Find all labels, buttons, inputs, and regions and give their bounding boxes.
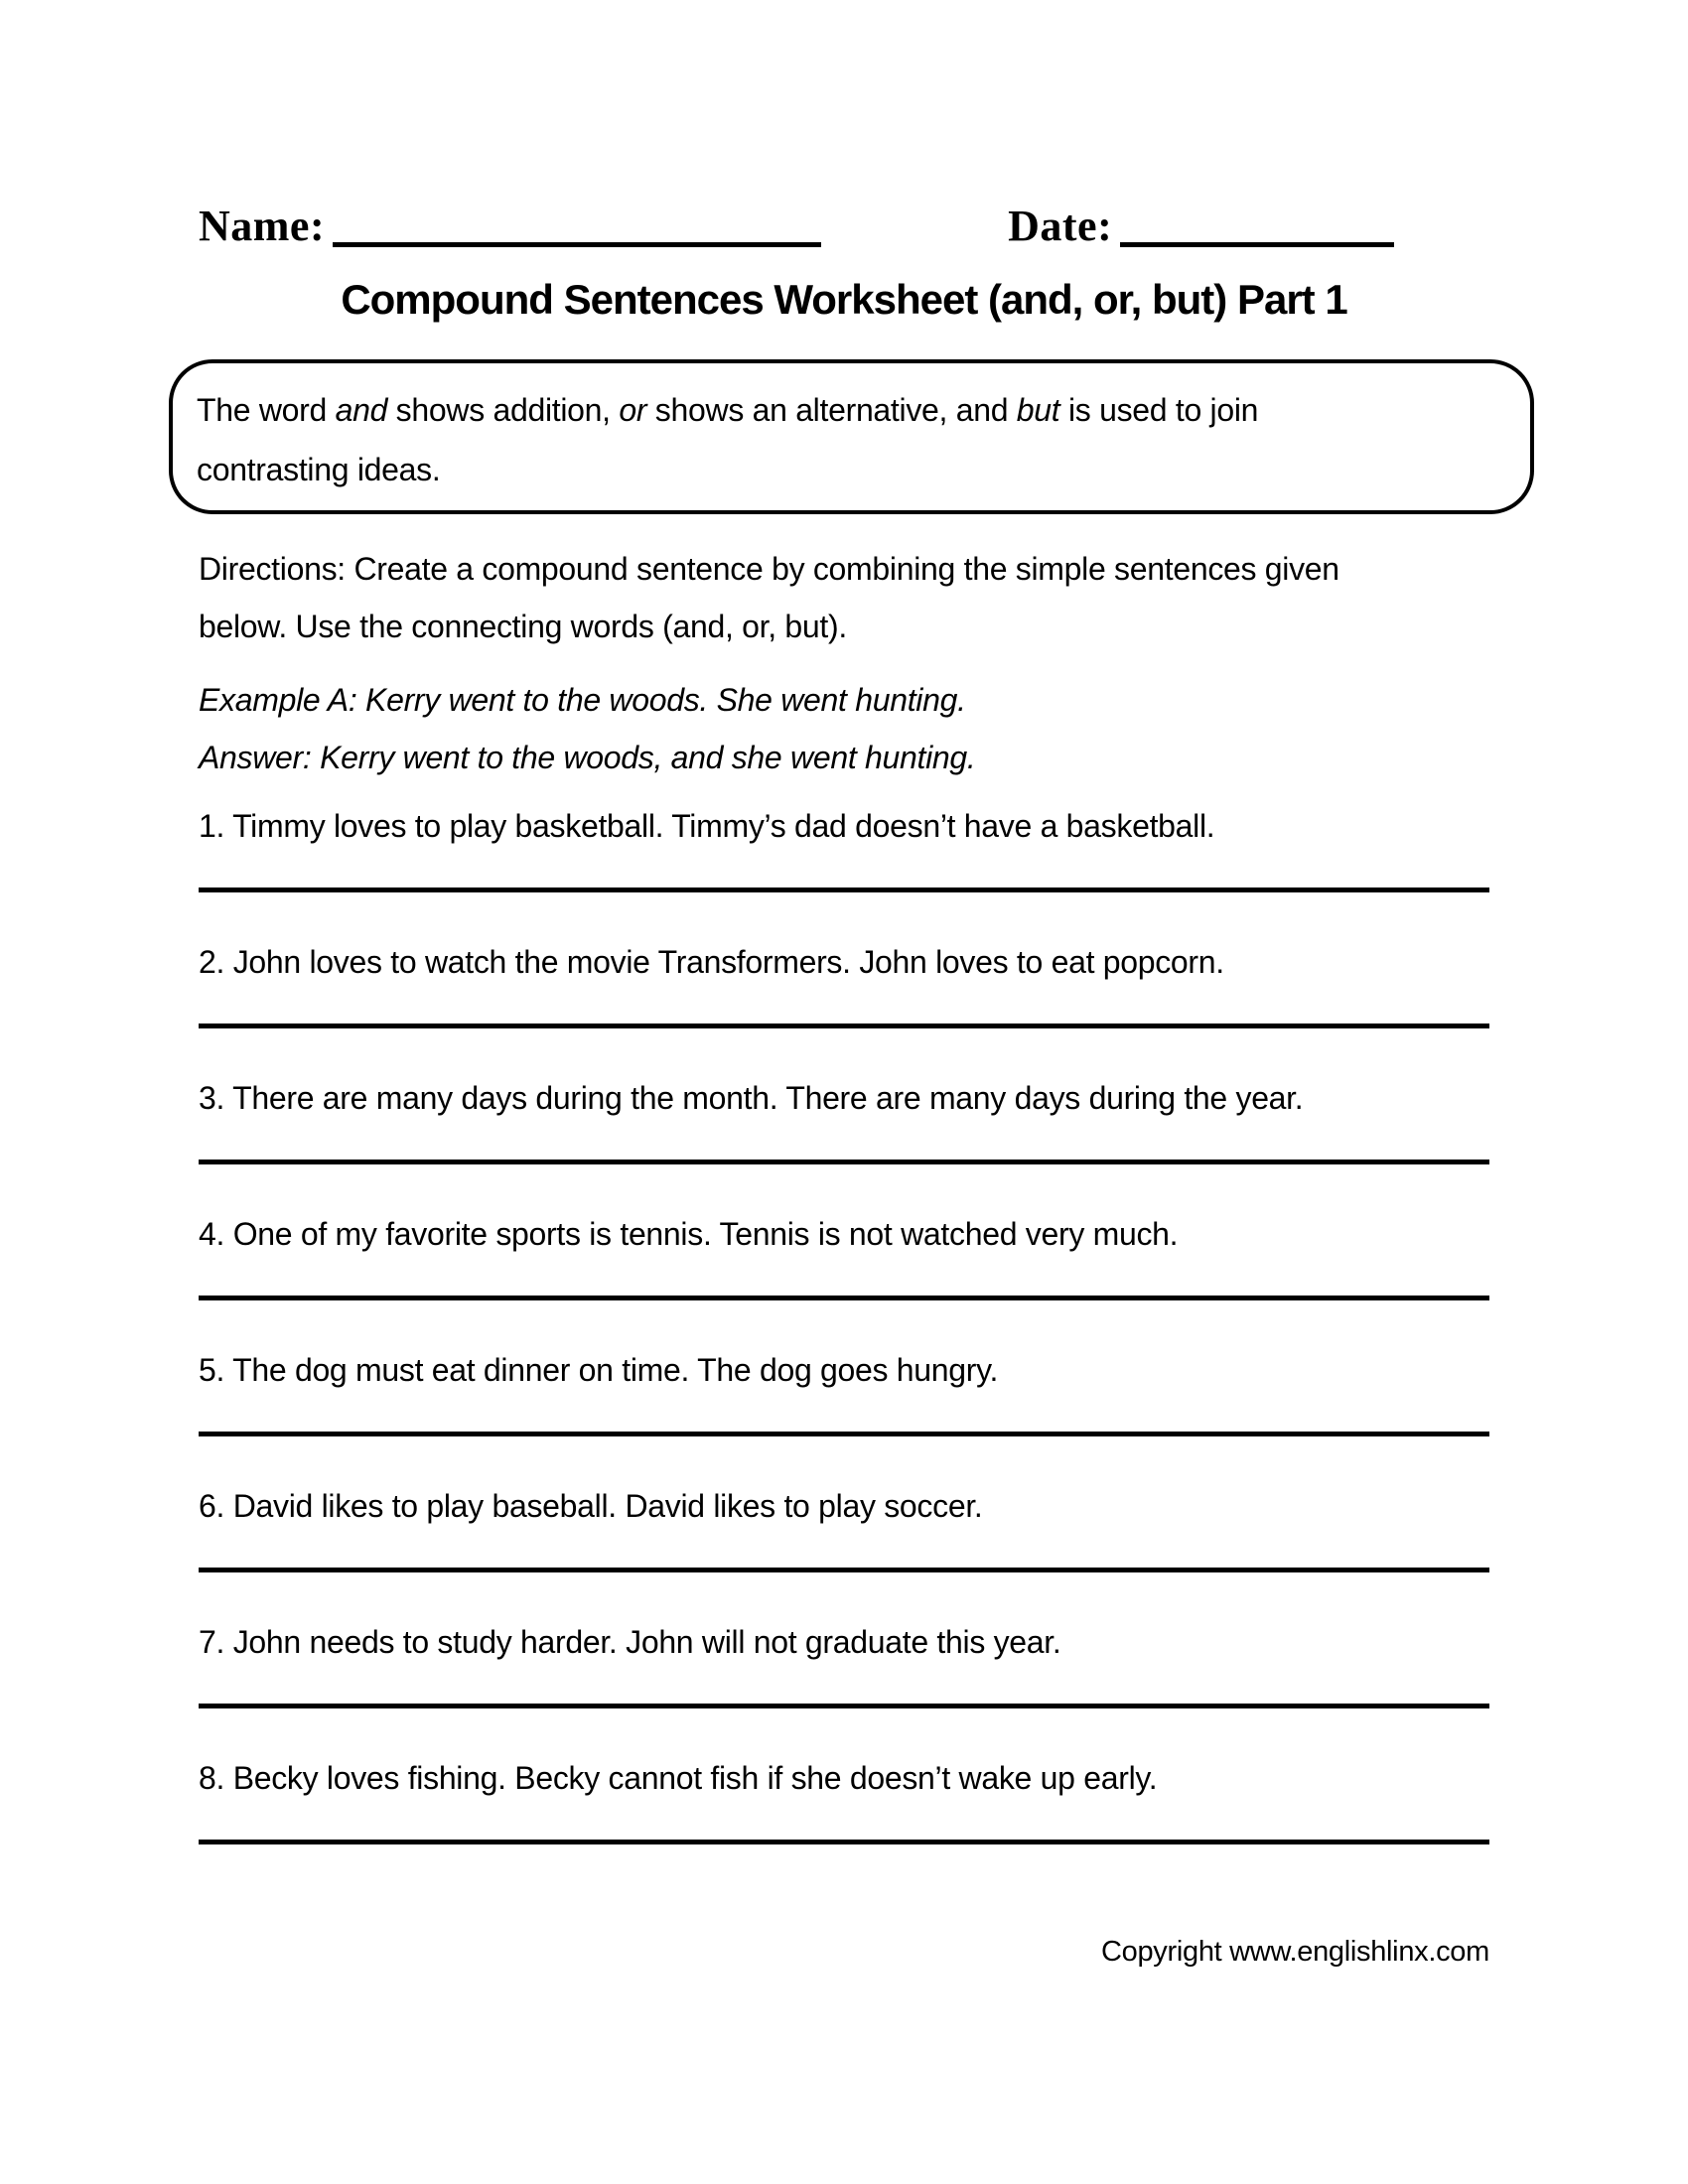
- definition-text: The word: [197, 392, 336, 428]
- directions-line-1: Directions: Create a compound sentence by combining the simple sentences given: [199, 551, 1339, 587]
- item-number: 5.: [199, 1352, 225, 1388]
- item-sentence: [199, 1756, 1489, 1800]
- answer-blank-line-2[interactable]: [199, 1024, 1489, 1028]
- exercise-list: [199, 804, 1489, 1844]
- item-sentence: [199, 1348, 1489, 1392]
- definition-word-and: and: [335, 392, 388, 428]
- item-text: One of my favorite sports is tennis. Tennis is not watched very much.: [232, 1216, 1179, 1252]
- answer-blank-line-7[interactable]: [199, 1704, 1489, 1708]
- definition-box: [169, 359, 1534, 514]
- item-text: John needs to study harder. John will not graduate this year.: [232, 1624, 1061, 1660]
- definition-text: shows addition,: [387, 392, 620, 428]
- definition-word-or: or: [619, 392, 647, 428]
- definition-line-1: [197, 380, 1502, 440]
- item-number: 6.: [199, 1488, 225, 1524]
- item-text: David likes to play baseball. David likes to play soccer.: [232, 1488, 983, 1524]
- answer-blank-line-6[interactable]: [199, 1568, 1489, 1572]
- item-number: 8.: [199, 1760, 225, 1796]
- exercise-item-1: [199, 804, 1489, 892]
- item-text: There are many days during the month. There are many days during the year.: [232, 1080, 1304, 1116]
- example: [199, 671, 1489, 786]
- exercise-item-7: [199, 1620, 1489, 1708]
- item-sentence: [199, 1212, 1489, 1256]
- item-text: Becky loves fishing. Becky cannot fish if she doesn’t wake up early.: [232, 1760, 1158, 1796]
- definition-word-but: but: [1016, 392, 1060, 428]
- exercise-item-3: [199, 1076, 1489, 1164]
- date-label: Date:: [1008, 202, 1113, 250]
- header-row: [199, 195, 1489, 250]
- directions: [199, 540, 1489, 655]
- directions-line-2: below. Use the connecting words (and, or, but).: [199, 609, 847, 644]
- answer-blank-line-1[interactable]: [199, 887, 1489, 892]
- item-text: Timmy loves to play basketball. Timmy’s dad doesn’t have a basketball.: [232, 808, 1215, 844]
- answer-blank-line-8[interactable]: [199, 1840, 1489, 1844]
- example-answer-line: Answer: Kerry went to the woods, and she went hunting.: [199, 740, 976, 775]
- exercise-item-2: [199, 940, 1489, 1028]
- item-number: 7.: [199, 1624, 225, 1660]
- item-text: The dog must eat dinner on time. The dog goes hungry.: [232, 1352, 999, 1388]
- item-number: 1.: [199, 808, 225, 844]
- page-title: Compound Sentences Worksheet (and, or, but) Part 1: [341, 276, 1347, 323]
- item-sentence: [199, 940, 1489, 984]
- definition-text: shows an alternative, and: [646, 392, 1017, 428]
- answer-blank-line-3[interactable]: [199, 1160, 1489, 1164]
- answer-blank-line-5[interactable]: [199, 1432, 1489, 1436]
- definition-text: is used to join: [1059, 392, 1259, 428]
- worksheet-content: [0, 195, 1688, 1969]
- answer-blank-line-4[interactable]: [199, 1296, 1489, 1300]
- item-number: 2.: [199, 944, 225, 980]
- item-number: 3.: [199, 1080, 225, 1116]
- name-label: Name:: [199, 202, 326, 250]
- definition-line-2: contrasting ideas.: [197, 452, 441, 487]
- item-sentence: [199, 1076, 1489, 1120]
- item-sentence: [199, 804, 1489, 848]
- exercise-item-4: [199, 1212, 1489, 1300]
- date-blank[interactable]: [1120, 242, 1394, 247]
- example-line: Example A: Kerry went to the woods. She went hunting.: [199, 682, 966, 718]
- item-sentence: [199, 1484, 1489, 1528]
- item-number: 4.: [199, 1216, 225, 1252]
- exercise-item-6: [199, 1484, 1489, 1572]
- exercise-item-5: [199, 1348, 1489, 1436]
- name-blank[interactable]: [333, 242, 821, 247]
- item-sentence: [199, 1620, 1489, 1664]
- item-text: John loves to watch the movie Transformers. John loves to eat popcorn.: [232, 944, 1224, 980]
- copyright-text: Copyright www.englishlinx.com: [1100, 1936, 1489, 1968]
- exercise-item-8: [199, 1756, 1489, 1844]
